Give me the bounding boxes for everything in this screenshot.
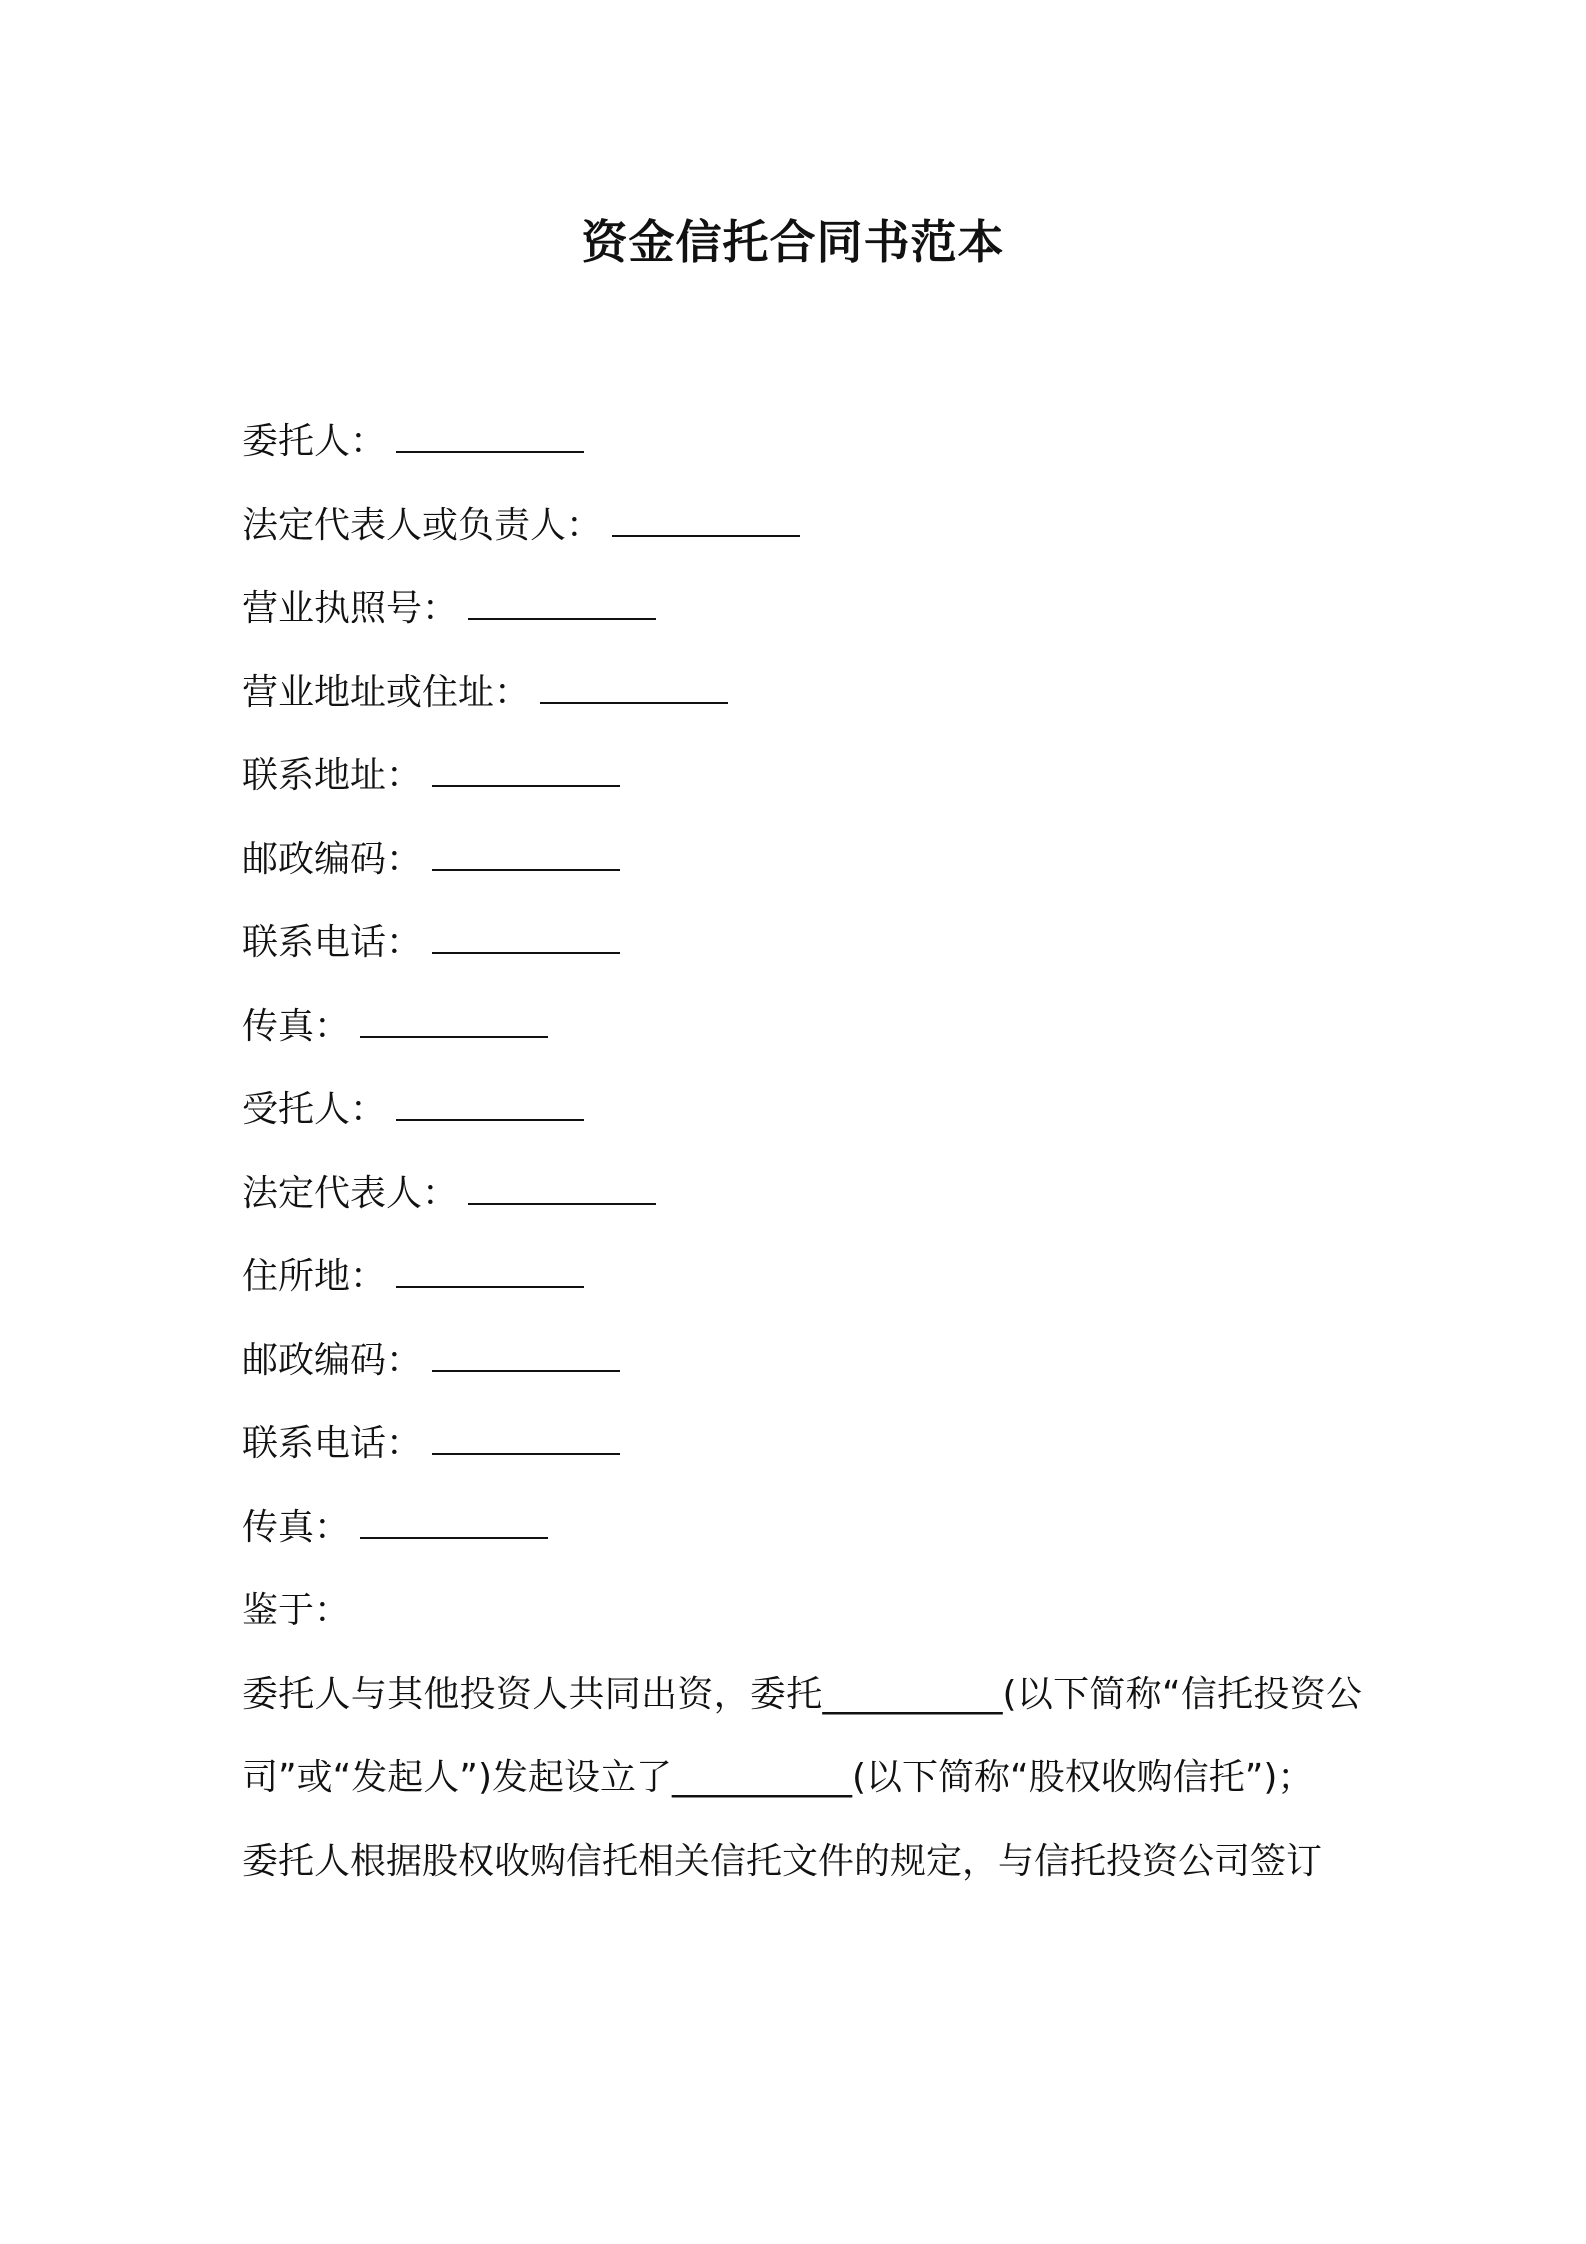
fill-blank (432, 839, 620, 871)
fill-blank (432, 755, 620, 787)
field-label: 委托人： (242, 421, 387, 462)
field-label: 受托人： (242, 1089, 387, 1130)
fill-blank (360, 1006, 548, 1038)
field-label: 邮政编码： (242, 1339, 423, 1381)
field-label: 法定代表人： (242, 1172, 459, 1214)
field-entrustor (242, 400, 1362, 484)
fill-blank (432, 1423, 620, 1455)
field-contact-phone-trustee (242, 1402, 1362, 1486)
fill-blank (432, 922, 620, 954)
fill-blank (540, 672, 728, 704)
field-label: 联系电话： (242, 922, 423, 963)
field-label: 住所地： (242, 1256, 387, 1297)
whereas-label: 鉴于： (242, 1590, 351, 1631)
fill-blank (432, 1340, 620, 1372)
field-label: 邮政编码： (242, 838, 423, 880)
field-contact-address (242, 734, 1362, 818)
fill-blank (612, 505, 800, 537)
document-body (242, 400, 1362, 1903)
fill-blank (360, 1507, 548, 1539)
field-contact-phone (242, 901, 1362, 985)
field-trustee (242, 1068, 1362, 1152)
field-label: 营业执照号： (242, 588, 459, 629)
document-title: 资金信托合同书范本 (581, 215, 1005, 269)
field-postal-code (242, 818, 1362, 902)
field-business-address-or-residence (242, 651, 1362, 735)
field-label: 法定代表人或负责人： (242, 504, 603, 546)
field-postal-code-trustee (242, 1319, 1362, 1403)
field-label: 营业地址或住址： (242, 671, 531, 713)
fill-blank (396, 421, 584, 453)
field-legal-representative (242, 1152, 1362, 1236)
paragraph-1: 委托人与其他投资人共同出资，委托__________(以下简称“信托投资公司”或“发起人”)发起设立了__________(以下简称“股权收购信托”)； (242, 1673, 1362, 1798)
field-label: 传真： (242, 1005, 351, 1047)
field-fax-trustee (242, 1486, 1362, 1570)
field-label: 联系电话： (242, 1423, 423, 1464)
fill-blank (468, 1173, 656, 1205)
paragraph-2: 委托人根据股权收购信托相关信托文件的规定，与信托投资公司签订 (242, 1840, 1323, 1882)
field-label: 联系地址： (242, 755, 423, 796)
field-business-license-number (242, 567, 1362, 651)
field-legal-representative-or-principal (242, 484, 1362, 568)
field-label: 传真： (242, 1506, 351, 1548)
fill-blank (396, 1089, 584, 1121)
fill-blank (396, 1256, 584, 1288)
field-fax (242, 985, 1362, 1069)
fill-blank (468, 588, 656, 620)
field-domicile (242, 1235, 1362, 1319)
